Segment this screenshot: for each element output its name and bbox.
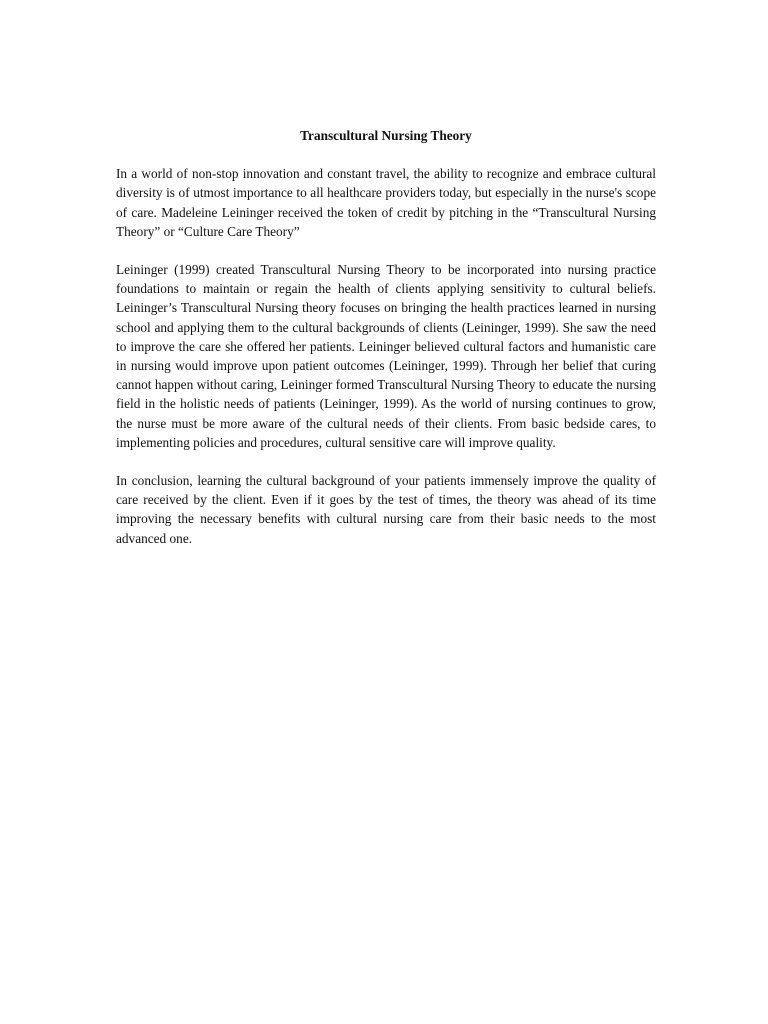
paragraph-conclusion: In conclusion, learning the cultural background of your patients immensely improve the quality of care received by the client. Even if it goes by the test of times, the theory was ahead of its time improving the necessary benefits with cultural nursing care from their basic needs to the most advanced one. (116, 473, 656, 546)
paragraph-body: Leininger (1999) created Transcultural Nursing Theory to be incorporated into nursing practice foundations to maintain or regain the health of clients applying sensitivity to cultural beliefs. Leininger’s Transcultural Nursing theory focuses on bringing the health practices learned in nursing school and applying them to the cultural backgrounds of clients (Leininger, 1999). She saw the need to improve the care she offered her patients. Leininger believed cultural factors and humanistic care in nursing would improve upon patient outcomes (Leininger, 1999). Through her belief that curing cannot happen without caring, Leininger formed Transcultural Nursing Theory to educate the nursing field in the holistic needs of patients (Leininger, 1999). As the world of nursing continues to grow, the nurse must be more aware of the cultural needs of their clients. From basic bedside cares, to implementing policies and procedures, cultural sensitive care will improve quality. (116, 262, 656, 450)
document-body (116, 126, 656, 567)
document-title: Transcultural Nursing Theory (300, 128, 472, 143)
paragraph-introduction: In a world of non-stop innovation and constant travel, the ability to recognize and embrace cultural diversity is of utmost importance to all healthcare providers today, but especially in the nurse's scope of care. Madeleine Leininger received the token of credit by pitching in the “Transcultural Nursing Theory” or “Culture Care Theory” (116, 166, 656, 239)
